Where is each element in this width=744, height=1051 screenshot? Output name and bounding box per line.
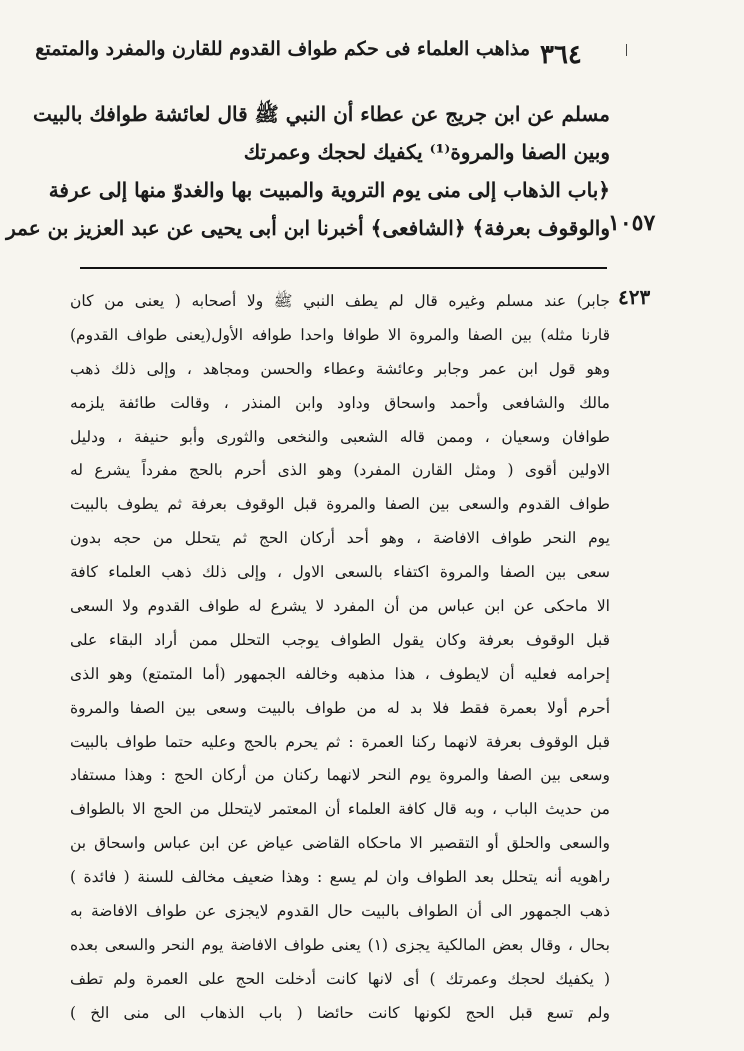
commentary-line: طواف القدوم والسعى بين الصفا والمروة قبل الوقوف بعرفة ثم يطوف بالبيت <box>70 495 610 514</box>
commentary-line: من حديث الباب ، وبه قال كافة العلماء أن المعتمر لايتحلل من الحج الا بالطواف <box>70 800 610 819</box>
commentary-line: طوافان وسعيان ، وممن قاله الشعبى والنخعى والثورى وأبو حنيفة ، ودليل <box>70 427 610 446</box>
commentary-line: سعى بين الصفا والمروة اكتفاء بالسعى الاول ، وإلى ذلك ذهب العلماء كافة <box>70 563 610 582</box>
commentary-line: وهو قول ابن عمر وجابر وعائشة وعطاء والحسن ومجاهد ، وإلى ذلك ذهب <box>70 359 610 378</box>
commentary-line: يوم النحر طواف الافاضة ، وهو أحد أركان الحج ثم يتحلل من حجه بدون <box>70 529 610 548</box>
hadith-number: ١٠٥٧ <box>608 210 656 236</box>
commentary-text <box>70 285 610 1031</box>
margin-mark <box>626 44 627 56</box>
commentary-line: إحرامه فعليه أن لايطوف ، هذا مذهبه وخالفه الجمهور (أما المتمتع) وهو الذى <box>70 664 610 683</box>
main-text-line: وبين الصفا والمروة⁽¹⁾ يكفيك لحجك وعمرتك <box>243 140 610 164</box>
commentary-line: بحال ، وقال بعض المالكية يجزى (١) يعنى طواف الافاضة يوم النحر والسعى بعده <box>70 935 610 954</box>
main-text-line: مسلم عن ابن جريج عن عطاء أن النبي ﷺ قال لعائشة طوافك بالبيت <box>32 102 610 126</box>
main-text-line: والوقوف بعرفة﴾ ﴿الشافعى﴾ أخبرنا ابن أبى يحيى عن عبد العزيز بن عمر <box>6 216 610 240</box>
commentary-line: وسعى بين الصفا والمروة يوم النحر لانهما ركنان من أركان الحج : وهذا مستفاد <box>70 766 610 785</box>
commentary-line: قارنا مثله) بين الصفا والمروة الا طوافا واحدا طوافه الأول(يعنى طواف القدوم) <box>70 325 610 344</box>
running-header: مذاهب العلماء فى حكم طواف القدوم للقارن والمفرد والمتمتع <box>35 38 530 60</box>
commentary-number: ٤٢٣ <box>618 285 651 309</box>
commentary-line: ذهب الجمهور الى أن الطواف بالبيت حال القدوم لايجزى عن طواف الافاضة به <box>70 902 610 921</box>
commentary-line: مالك والشافعى وأحمد واسحاق وداود وابن المنذر ، وقالت طائفة يلزمه <box>70 393 610 412</box>
commentary-line: ( يكفيك لحجك وعمرتك ) أى لانها كانت أدخلت الحج على العمرة ولم تطف <box>70 969 610 988</box>
commentary-line: قبل الوقوف بعرفة لانهما ركنا العمرة : ثم يحرم بالحج وعليه حتما طواف بالبيت <box>70 732 610 751</box>
commentary-line: ولم تسع قبل الحج لكونها كانت حائضا ( باب الذهاب الى منى الخ ) <box>70 1003 610 1022</box>
commentary-line: الاولين أقوى ( ومثل القارن المفرد) وهو الذى أحرم بالحج مفرداً يشرع له <box>70 461 610 480</box>
commentary-line: راهويه أنه يتحلل بعد الطواف وان لم يسع : وهذا ضعيف مخالف للسنة ( فائدة ) <box>70 868 610 887</box>
commentary-line: جابر) عند مسلم وغيره قال لم يطف النبي ﷺ ولا أصحابه ( يعنى من كان <box>70 292 610 310</box>
main-text-line: ﴿باب الذهاب إلى منى يوم التروية والمبيت بها والغدوّ منها إلى عرفة <box>48 178 610 202</box>
commentary-line: قبل الوقوف بعرفة وكان يقول الطواف يوجب التحلل ممن أراد البقاء على <box>70 630 610 649</box>
commentary-line: والسعى والحلق أو التقصير الا ماحكاه القاضى عياض عن ابن عباس واسحاق بن <box>70 834 610 853</box>
main-text <box>6 95 610 247</box>
separator-rule <box>80 267 607 269</box>
commentary-line: أحرم أولا بعمرة فقط فلا بد له من طواف بالبيت وسعى بين الصفا والمروة <box>70 698 610 717</box>
commentary-line: الا ماحكى عن ابن عباس من أن المفرد لا يشرع له طواف القدوم ولا السعى <box>70 597 610 616</box>
page-number: ٣٦٤ <box>540 40 582 70</box>
